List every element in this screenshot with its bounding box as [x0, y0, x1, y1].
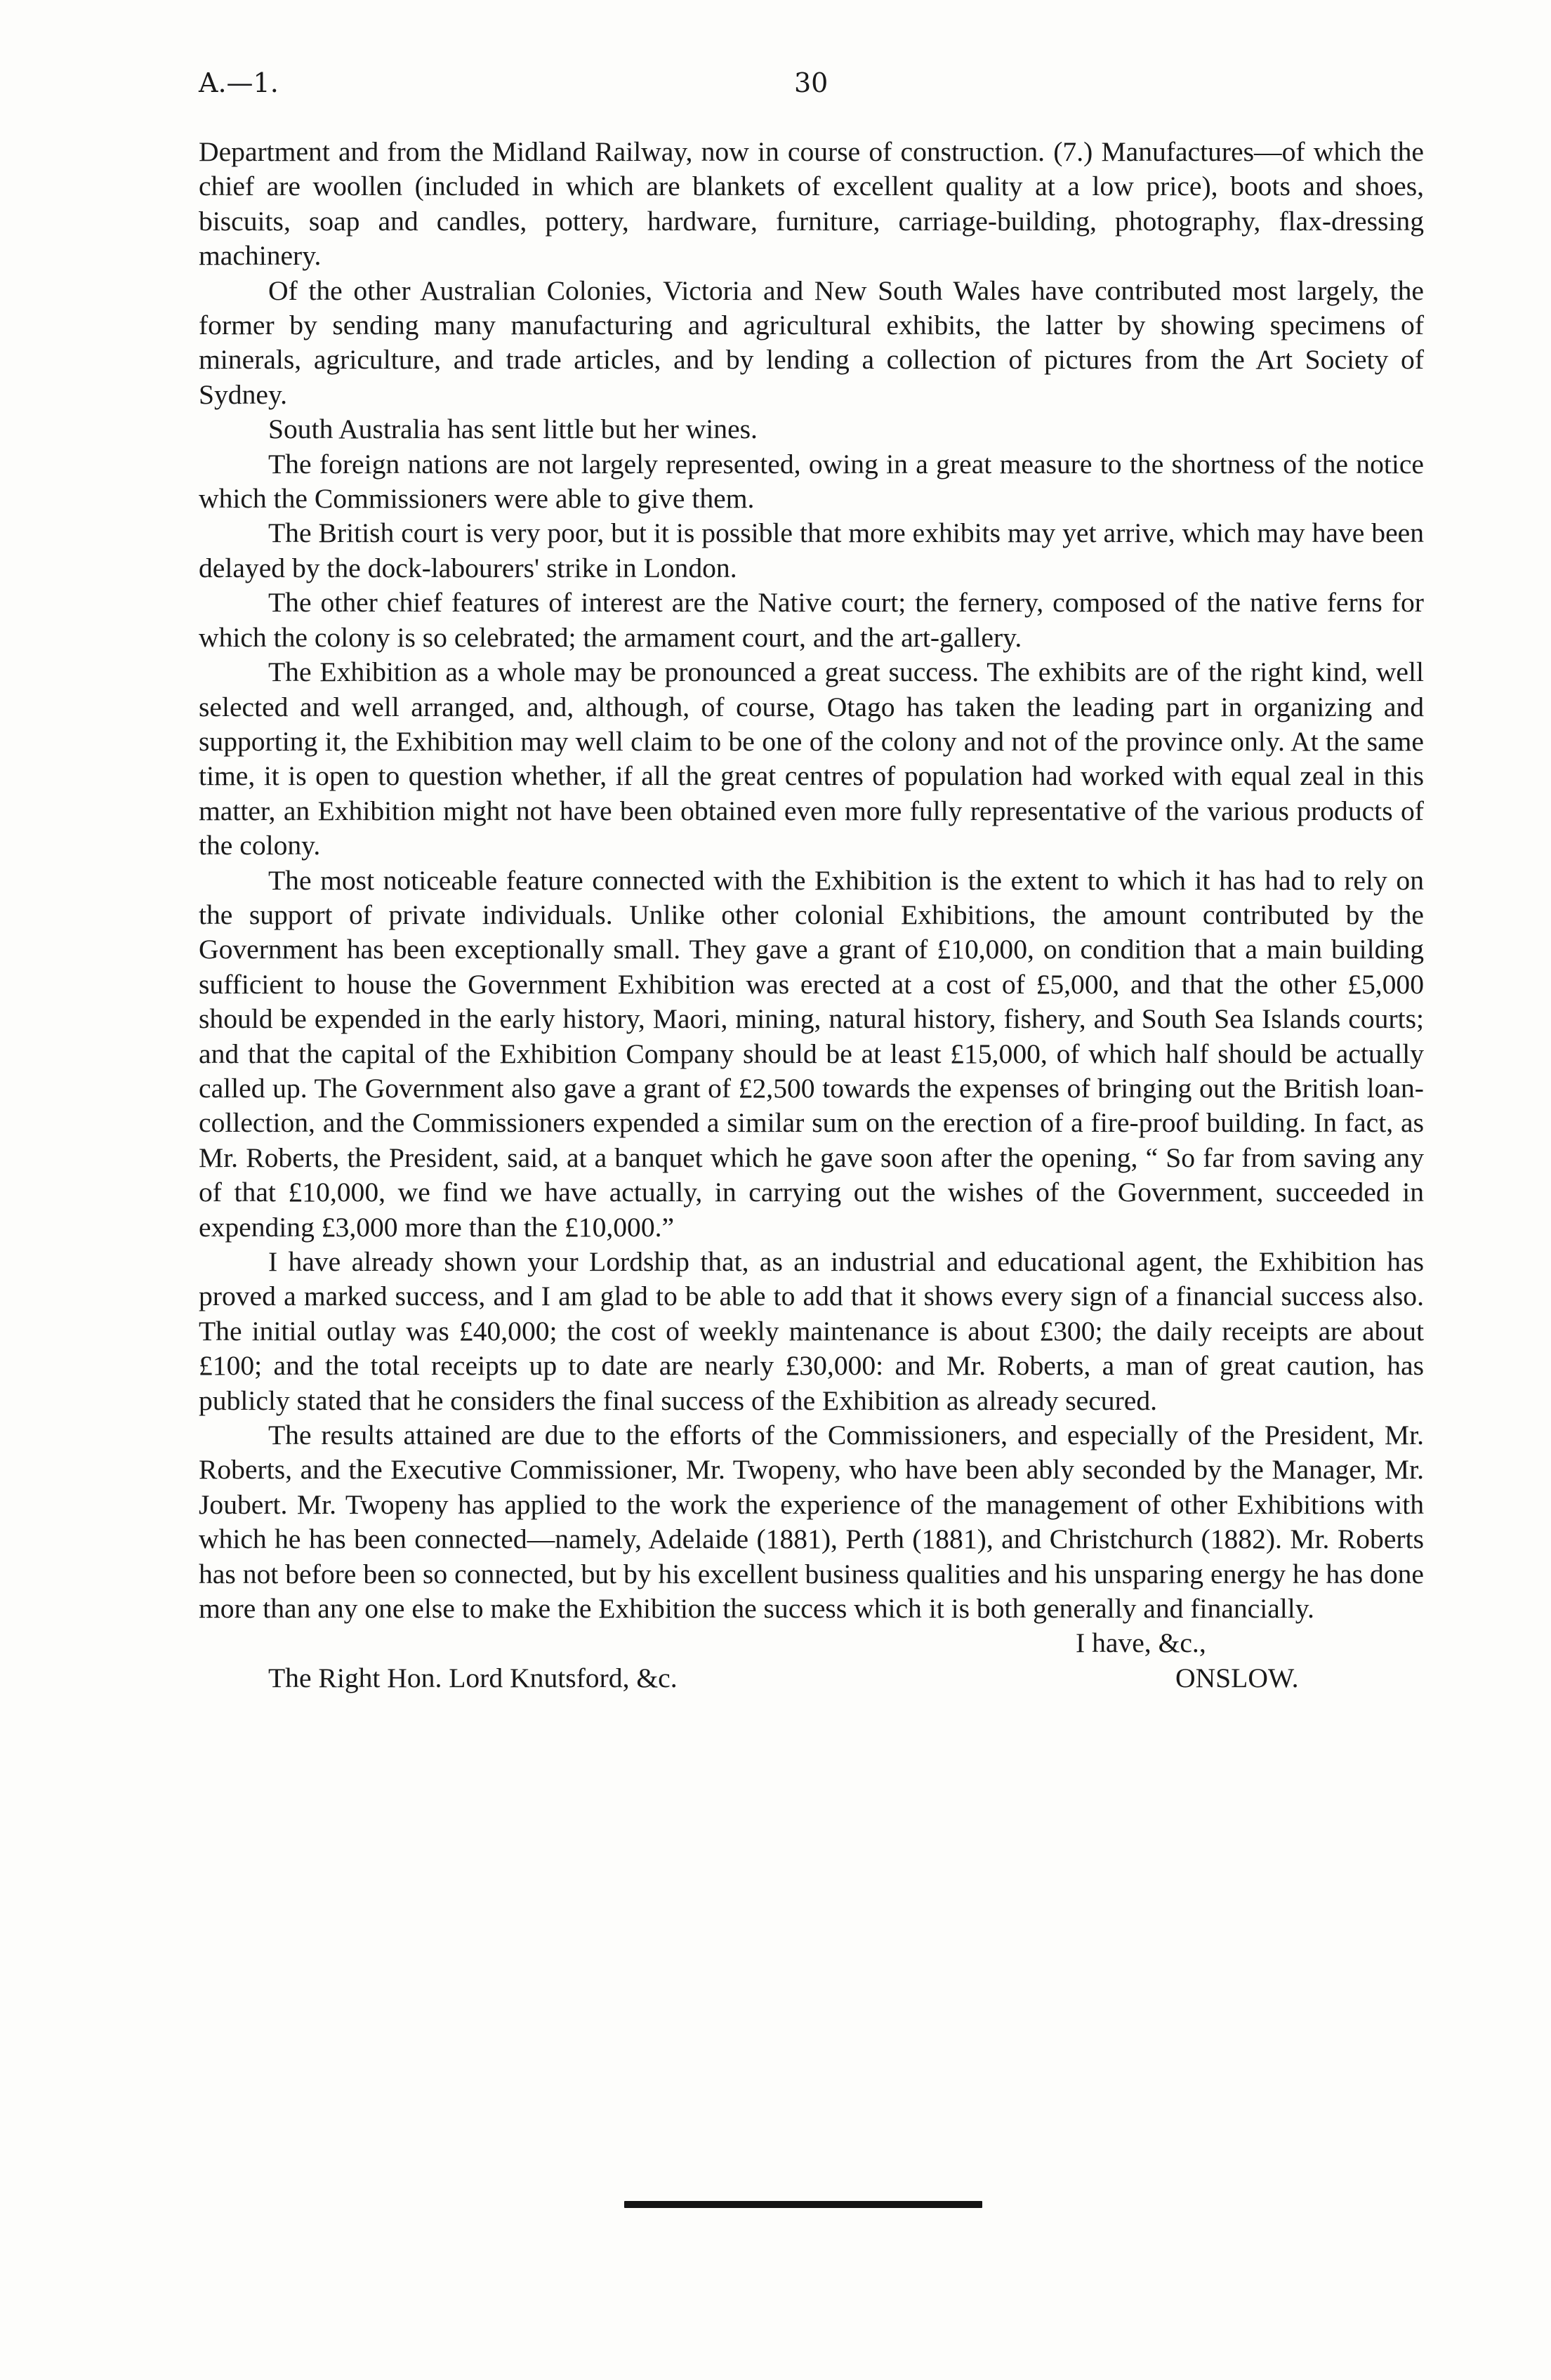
paper-reference: A.—1.	[199, 67, 279, 98]
paragraph-final: The results attained are due to the efforts of the Commissioners, and especially of the President, Mr. Roberts, and the Executive Commissioner, Mr. Twopeny, who have been ably seconded by the Manager, Mr. Joubert. Mr. Twopeny has applied to the work the experience of the management of other Exhibitions with which he has been connected—namely, Adelaide (1881), Perth (1881), and Christchurch (1882). Mr. Roberts has not before been so connected, but by his excellent business qualities and his unsparing energy he has done more than any one else to make the Exhibition the success which it is both generally and financially.	[199, 1420, 1424, 1625]
paragraph: I have already shown your Lordship that, as an industrial and educational agent, the Exhibition has proved a marked success, and I am glad to be able to add that it shows every sign of a financial success also. The initial outlay was £40,000; the cost of weekly maintenance is about £300; the daily receipts are about £100; and the total receipts up to date are nearly £30,000: and Mr. Roberts, a man of great caution, has publicly stated that he considers the final success of the Exhibition as already secured.	[199, 1246, 1424, 1416]
page-header	[199, 67, 1424, 110]
paragraph: The Exhibition as a whole may be pronounced a great success. The exhibits are of the right kind, well selected and well arranged, and, although, of course, Otago has taken the leading part in organizing and supporting it, the Exhibition may well claim to be one of the colony and not of the province only. At the same time, it is open to question whether, if all the great centres of population had worked with equal zeal in this matter, an Exhibition might not have been obtained even more fully representative of the various products of the colony.	[199, 656, 1424, 861]
complimentary-close: I have, &c.,	[1076, 1627, 1206, 1659]
paragraph: The British court is very poor, but it is possible that more exhibits may yet arrive, which may have been delayed by the dock-labourers' strike in London.	[199, 517, 1424, 583]
paragraph: Of the other Australian Colonies, Victoria and New South Wales have contributed most largely, the former by sending many manufacturing and agricultural exhibits, the latter by showing specimens of minerals, agriculture, and trade articles, and by lending a collection of pictures from the Art Society of Sydney.	[199, 275, 1424, 410]
paragraph: South Australia has sent little but her wines.	[268, 414, 758, 445]
paragraph: The foreign nations are not largely represented, owing in a great measure to the shortness of the notice which the Commissioners were able to give them.	[199, 448, 1424, 515]
letter-body	[199, 135, 1424, 1695]
paragraph: The most noticeable feature connected with the Exhibition is the extent to which it has had to rely on the support of private individuals. Unlike other colonial Exhibitions, the amount contributed by the Government has been exceptionally small. They gave a grant of £10,000, on condition that a main building sufficient to house the Government Exhibition was erected at a cost of £5,000, and that the other £5,000 should be expended in the early history, Maori, mining, natural history, fishery, and South Sea Islands courts; and that the capital of the Exhibition Company should be at least £15,000, of which half should be actually called up. The Government also gave a grant of £2,500 towards the expenses of bringing out the British loan-collection, and the Commissioners expended a similar sum on the erection of a fire-proof building. In fact, as Mr. Roberts, the President, said, at a banquet which he gave soon after the opening, “ So far from saving any of that £10,000, we find we have actually, in carrying out the wishes of the Government, succeeded in expending £3,000 more than the £10,000.”	[199, 864, 1424, 1243]
addressee: The Right Hon. Lord Knutsford, &c.	[268, 1662, 678, 1693]
signature: ONSLOW.	[1175, 1662, 1299, 1693]
signature-line	[199, 1661, 1424, 1695]
paragraph: Department and from the Midland Railway, now in course of construction. (7.) Manufactures—of which the chief are woollen (included in which are blankets of excellent quality at a low price), boots and shoes, biscuits, soap and candles, pottery, hardware, furniture, carriage-building, photography, flax-dressing machinery.	[199, 136, 1424, 272]
closing-line	[199, 1626, 1424, 1660]
page-number: 30	[794, 67, 829, 98]
closing-rule	[624, 2201, 982, 2208]
paragraph: The other chief features of interest are the Native court; the fernery, composed of the native ferns for which the colony is so celebrated; the armament court, and the art-gallery.	[199, 587, 1424, 653]
